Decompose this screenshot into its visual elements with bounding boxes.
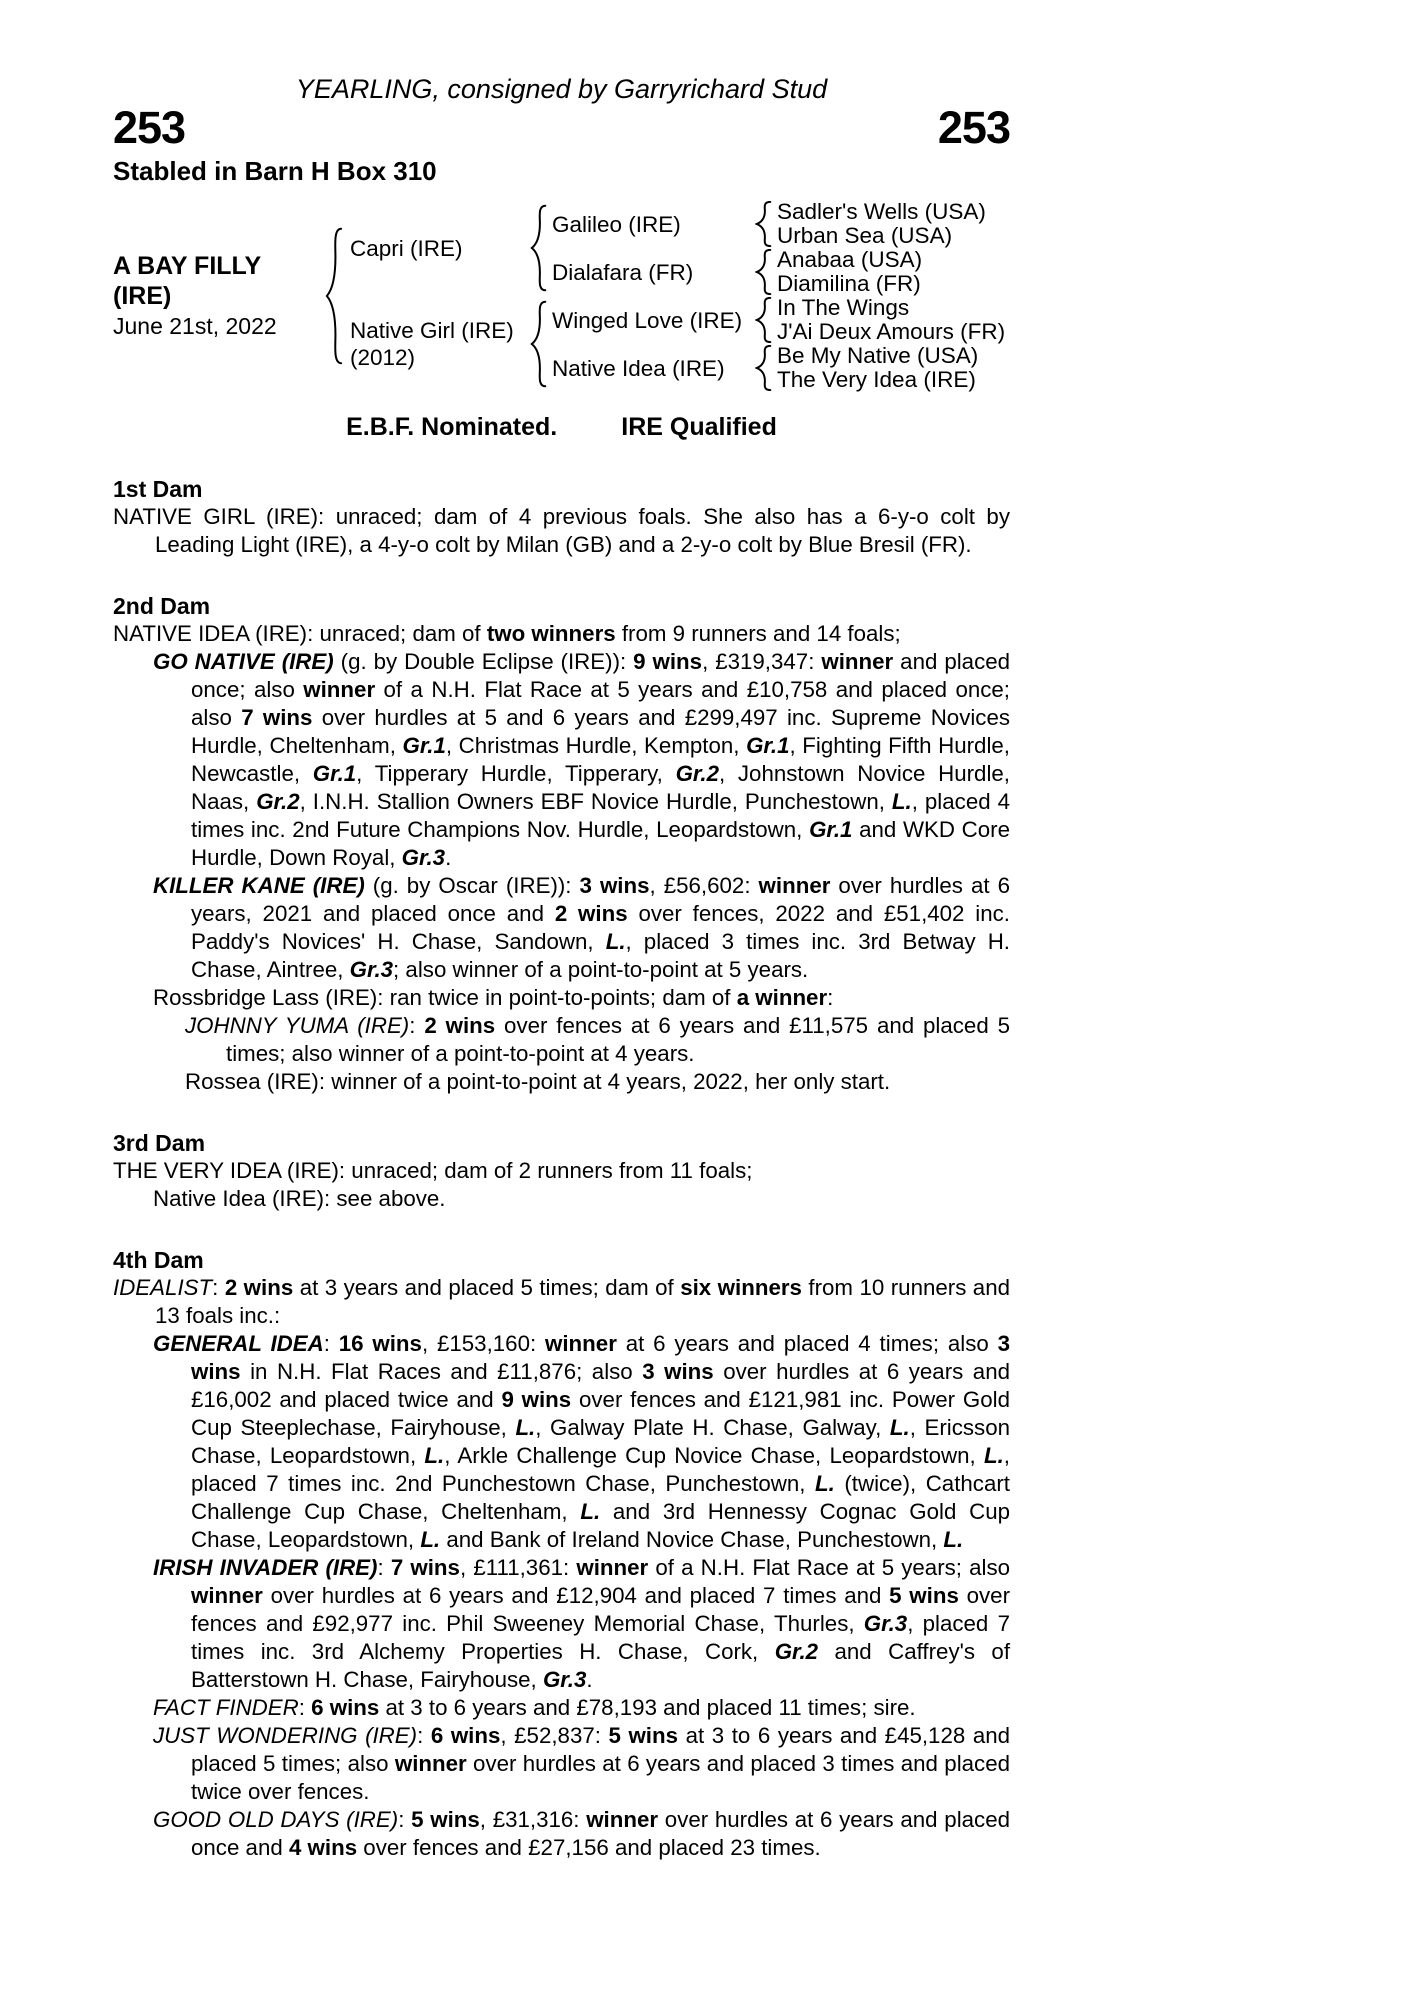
dam-sections — [113, 475, 1010, 1862]
pedigree-paragraph — [113, 984, 1010, 1012]
text-run: , £111,361: — [459, 1555, 577, 1580]
text-run: : — [323, 1331, 339, 1356]
text-run: (g. by Double Eclipse (IRE)): — [333, 649, 634, 674]
text-run: , placed 3 times inc. 3rd Betway H. Chase, Aintree, — [191, 929, 1010, 982]
lot-number-right: 253 — [937, 102, 1010, 153]
sire-sire-name: Galileo (IRE) — [552, 211, 681, 237]
text-run: , Johnstown Novice Hurdle, Naas, — [191, 761, 1010, 814]
sire-name: Capri (IRE) — [350, 235, 463, 261]
text-run: : — [409, 1013, 425, 1038]
text-run: 2 wins — [224, 1275, 294, 1300]
text-run: IRISH INVADER (IRE) — [153, 1555, 378, 1580]
text-run: 7 wins — [390, 1555, 460, 1580]
text-run: Gr.1 — [312, 761, 357, 786]
text-run: over hurdles at 6 years and £16,002 and placed twice and — [191, 1359, 1010, 1412]
text-run: Gr.2 — [256, 789, 300, 814]
text-run: , £56,602: — [649, 873, 759, 898]
text-run: GO NATIVE (IRE) — [153, 649, 334, 674]
brace-icon — [755, 248, 777, 296]
text-run: 5 wins — [608, 1723, 679, 1748]
text-run: at 6 years and placed 4 times; also — [616, 1331, 998, 1356]
great-grandsire-name: Be My Native (USA) — [777, 343, 979, 368]
pedigree-tree — [113, 200, 1010, 392]
text-run: six winners — [680, 1275, 802, 1300]
text-run: Gr.1 — [402, 733, 446, 758]
text-run: and Bank of Ireland Novice Chase, Punchestown, — [440, 1527, 944, 1552]
text-run: over fences, 2022 and £51,402 inc. Paddy's Novices' H. Chase, Sandown, — [191, 901, 1010, 954]
text-run: over fences and £27,156 and placed 23 times. — [357, 1835, 821, 1860]
text-run: Rossea (IRE): winner of a point-to-point at 4 years, 2022, her only start. — [185, 1069, 891, 1094]
text-run: L. — [605, 929, 626, 954]
great-granddam-name: The Very Idea (IRE) — [777, 367, 976, 392]
text-run: winner — [758, 873, 831, 898]
text-run: L. — [515, 1415, 536, 1440]
subject-name-line1: A BAY FILLY — [113, 252, 262, 280]
text-run: over hurdles at 5 and 6 years and £299,497 inc. Supreme Novices Hurdle, Cheltenham, — [191, 705, 1010, 758]
text-run: : — [398, 1807, 412, 1832]
text-run: winner — [586, 1807, 659, 1832]
text-run: NATIVE IDEA (IRE): unraced; dam of — [113, 621, 487, 646]
pedigree-paragraph — [113, 620, 1010, 648]
text-run: winner — [821, 649, 894, 674]
text-run: over hurdles at 6 years, 2021 and placed once and — [191, 873, 1010, 926]
text-run: winner — [576, 1555, 649, 1580]
text-run: : — [377, 1555, 391, 1580]
dam-section-heading: 3rd Dam — [113, 1130, 206, 1156]
brace-icon — [325, 224, 350, 368]
text-run: and WKD Core Hurdle, Down Royal, — [191, 817, 1010, 870]
text-run: Native Idea (IRE): see above. — [153, 1186, 446, 1211]
text-run: , Christmas Hurdle, Kempton, — [445, 733, 747, 758]
consignor-line: YEARLING, consigned by Garryrichard Stud — [295, 74, 828, 104]
text-run: ; also winner of a point-to-point at 5 years. — [393, 957, 809, 982]
text-run: , Ericsson Chase, Leopardstown, — [191, 1415, 1010, 1468]
text-run: (g. by Oscar (IRE)): — [364, 873, 580, 898]
great-granddam-name: J'Ai Deux Amours (FR) — [777, 319, 1006, 344]
subject-horse — [113, 224, 325, 368]
text-run: , placed 7 times inc. 2nd Punchestown Chase, Punchestown, — [191, 1443, 1010, 1496]
text-run: IDEALIST — [113, 1275, 213, 1300]
pedigree-paragraph — [113, 1068, 1010, 1096]
lot-number-row — [113, 102, 1010, 153]
subject-foaling-date: June 21st, 2022 — [113, 313, 277, 339]
text-run: 9 wins — [633, 649, 703, 674]
text-run: of a N.H. Flat Race at 5 years and £10,758 and placed once; also — [191, 677, 1010, 730]
sire-dam-name: Dialafara (FR) — [552, 259, 694, 285]
pedigree-paragraph — [113, 1694, 1010, 1722]
great-granddam-name: Diamilina (FR) — [777, 271, 921, 296]
text-run: L. — [889, 1415, 910, 1440]
text-run: over fences at 6 years and £11,575 and placed 5 times; also winner of a point-to-point at 4 years. — [226, 1013, 1011, 1066]
text-run: THE VERY IDEA (IRE): unraced; dam of 2 runners from 11 foals; — [113, 1158, 753, 1183]
text-run: 2 wins — [554, 901, 628, 926]
pedigree-paragraph — [113, 1722, 1010, 1806]
pedigree-paragraph — [113, 1185, 1010, 1213]
text-run: , placed 7 times inc. 3rd Alchemy Properties H. Chase, Cork, — [191, 1611, 1010, 1664]
text-run: Gr.3 — [349, 957, 394, 982]
text-run: , placed 4 times inc. 2nd Future Champions Nov. Hurdle, Leopardstown, — [191, 789, 1010, 842]
ebf-nominated-label: E.B.F. Nominated. — [346, 413, 558, 441]
text-run: and Caffrey's of Batterstown H. Chase, Fairyhouse, — [191, 1639, 1011, 1692]
text-run: 16 wins — [338, 1331, 422, 1356]
text-run: NATIVE GIRL (IRE): unraced; dam of 4 previous foals. She also has a 6-y-o colt by Leading Light (IRE), a 4-y-o colt by Milan (GB) and a 2-y-o colt by Blue Bresil (FR). — [113, 504, 1010, 557]
lot-number-left: 253 — [113, 102, 186, 153]
pedigree-paragraph — [113, 1330, 1010, 1554]
text-run: and placed once; also — [191, 649, 1011, 702]
text-run: , Fighting Fifth Hurdle, Newcastle, — [191, 733, 1011, 786]
brace-icon — [755, 296, 777, 344]
text-run: Gr.2 — [774, 1639, 819, 1664]
great-granddam-name: Urban Sea (USA) — [777, 223, 953, 248]
pedigree-paragraph — [113, 1274, 1010, 1330]
text-run: of a N.H. Flat Race at 5 years; also — [648, 1555, 1011, 1580]
brace-icon — [755, 200, 777, 248]
text-run: in N.H. Flat Races and £11,876; also — [240, 1359, 643, 1384]
pedigree-paragraph — [113, 1157, 1010, 1185]
text-run: : — [212, 1275, 225, 1300]
text-run: KILLER KANE (IRE) — [153, 873, 365, 898]
text-run: L. — [580, 1499, 601, 1524]
text-run: , £153,160: — [421, 1331, 546, 1356]
text-run: JUST WONDERING (IRE) — [153, 1723, 418, 1748]
brace-icon — [755, 344, 777, 392]
text-run: L. — [943, 1527, 964, 1552]
text-run: : — [827, 985, 834, 1010]
text-run: (twice), Cathcart Challenge Cup Chase, Cheltenham, — [191, 1471, 1010, 1524]
text-run: 2 wins — [424, 1013, 496, 1038]
text-run: and 3rd Hennessy Cognac Gold Cup Chase, Leopardstown, — [191, 1499, 1010, 1552]
text-run: 9 wins — [501, 1387, 572, 1412]
text-run: L. — [891, 789, 912, 814]
pedigree-paragraph — [113, 1012, 1010, 1068]
text-run: , Tipperary Hurdle, Tipperary, — [356, 761, 676, 786]
text-run: at 3 to 6 years and £45,128 and placed 5 times; also — [191, 1723, 1011, 1776]
text-run: winner — [191, 1583, 263, 1608]
great-grandsire-name: Sadler's Wells (USA) — [777, 199, 986, 224]
text-run: a winner — [736, 985, 828, 1010]
text-run: FACT FINDER — [153, 1695, 299, 1720]
text-run: 5 wins — [411, 1807, 480, 1832]
pedigree-paragraph — [113, 872, 1010, 984]
text-run: L. — [420, 1527, 441, 1552]
text-run: from 9 runners and 14 foals; — [615, 621, 901, 646]
text-run: . — [445, 845, 452, 870]
pedigree-paragraph — [113, 648, 1010, 872]
text-run: GOOD OLD DAYS (IRE) — [153, 1807, 399, 1832]
text-run: Gr.3 — [863, 1611, 908, 1636]
text-run: 3 wins — [642, 1359, 714, 1384]
pedigree-paragraph — [113, 1554, 1010, 1694]
text-run: , £52,837: — [500, 1723, 609, 1748]
text-run: GENERAL IDEA — [153, 1331, 324, 1356]
brace-icon — [530, 296, 552, 392]
text-run: , £319,347: — [702, 649, 822, 674]
text-run: over hurdles at 6 years and placed once and — [191, 1807, 1010, 1860]
dam-dam-name: Native Idea (IRE) — [552, 355, 725, 381]
great-grandsire-name: In The Wings — [777, 295, 910, 320]
text-run: over hurdles at 6 years and placed 3 times and placed twice over fences. — [191, 1751, 1010, 1804]
text-run: two winners — [486, 621, 616, 646]
text-run: over fences and £92,977 inc. Phil Sweeney Memorial Chase, Thurles, — [191, 1583, 1010, 1636]
text-run: , I.N.H. Stallion Owners EBF Novice Hurdle, Punchestown, — [299, 789, 892, 814]
text-run: L. — [815, 1471, 835, 1496]
text-run: Gr.3 — [542, 1667, 587, 1692]
nomination-line — [113, 412, 1010, 442]
text-run: Gr.2 — [675, 761, 719, 786]
text-run: 6 wins — [311, 1695, 380, 1720]
text-run: 5 wins — [889, 1583, 959, 1608]
text-run: winner — [545, 1331, 617, 1356]
text-run: Gr.1 — [746, 733, 790, 758]
text-run: , Galway Plate H. Chase, Galway, — [535, 1415, 890, 1440]
text-run: over hurdles at 6 years and £12,904 and placed 7 times and — [262, 1583, 890, 1608]
text-run: 3 wins — [191, 1331, 1010, 1384]
subject-name-line2: (IRE) — [113, 282, 172, 310]
text-run: winner — [303, 677, 376, 702]
text-run: , £31,316: — [479, 1807, 587, 1832]
text-run: 6 wins — [430, 1723, 501, 1748]
text-run: at 3 years and placed 5 times; dam of — [293, 1275, 681, 1300]
pedigree-paragraph — [113, 503, 1010, 559]
text-run: Gr.3 — [401, 845, 446, 870]
great-grandsire-name: Anabaa (USA) — [777, 247, 923, 272]
dam-name: Native Girl (IRE) (2012) — [350, 318, 514, 370]
text-run: 7 wins — [241, 705, 313, 730]
text-run: Rossbridge Lass (IRE): ran twice in point-to-points; dam of — [153, 985, 737, 1010]
text-run: from 10 runners and 13 foals inc.: — [155, 1275, 1011, 1328]
ire-qualified-label: IRE Qualified — [621, 413, 777, 441]
text-run: 3 wins — [579, 873, 650, 898]
text-run: L. — [424, 1443, 445, 1468]
text-run: winner — [394, 1751, 467, 1776]
dam-section-heading: 4th Dam — [113, 1247, 204, 1273]
brace-icon — [530, 200, 552, 296]
pedigree-paragraph — [113, 1806, 1010, 1862]
dam-section-heading: 2nd Dam — [113, 593, 211, 619]
text-run: over fences and £121,981 inc. Power Gold Cup Steeplechase, Fairyhouse, — [191, 1387, 1010, 1440]
page-content — [113, 0, 1010, 1862]
text-run: , Arkle Challenge Cup Novice Chase, Leopardstown, — [444, 1443, 984, 1468]
text-run: . — [586, 1667, 593, 1692]
text-run: L. — [983, 1443, 1004, 1468]
dam-section-heading: 1st Dam — [113, 476, 203, 502]
text-run: 4 wins — [288, 1835, 358, 1860]
text-run: at 3 to 6 years and £78,193 and placed 11 times; sire. — [379, 1695, 916, 1720]
text-run: Gr.1 — [809, 817, 853, 842]
text-run: : — [417, 1723, 431, 1748]
text-run: JOHNNY YUMA (IRE) — [185, 1013, 410, 1038]
dam-sire-name: Winged Love (IRE) — [552, 307, 743, 333]
stabling-info: Stabled in Barn H Box 310 — [113, 156, 437, 186]
text-run: : — [298, 1695, 312, 1720]
